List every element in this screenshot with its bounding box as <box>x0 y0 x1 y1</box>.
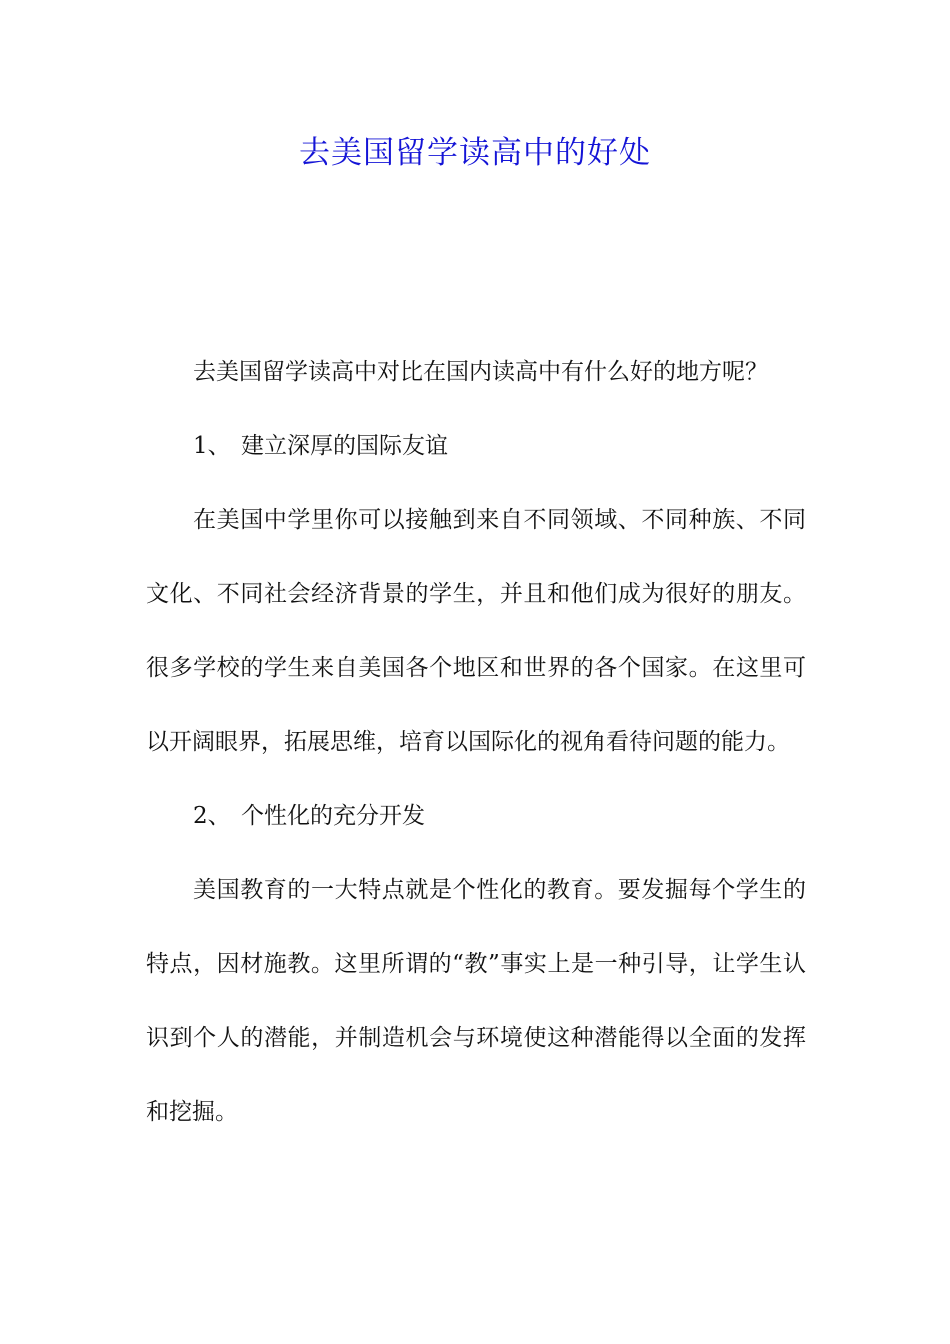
section-paragraph-2: 美国教育的一大特点就是个性化的教育。要发掘每个学生的特点，因材施教。这里所谓的“教”事实上是一种引导，让学生认识到个人的潜能，并制造机会与环境使这种潜能得以全面的发挥和挖掘。 <box>146 877 806 1125</box>
document-body <box>146 335 806 1149</box>
section-number-2: 2、 <box>193 803 231 829</box>
section-heading-text-1: 建立深厚的国际友谊 <box>241 433 448 459</box>
section-heading-2 <box>146 779 806 853</box>
section-number-1: 1、 <box>193 433 231 459</box>
section-heading-1 <box>146 409 806 483</box>
page-title: 去美国留学读高中的好处 <box>299 135 651 171</box>
section-heading-text-2: 个性化的充分开发 <box>241 803 425 829</box>
intro-paragraph: 去美国留学读高中对比在国内读高中有什么好的地方呢？ <box>193 359 768 385</box>
section-paragraph-1: 在美国中学里你可以接触到来自不同领域、不同种族、不同文化、不同社会经济背景的学生，并且和他们成为很好的朋友。很多学校的学生来自美国各个地区和世界的各个国家。在这里可以开阔眼界，拓展思维，培育以国际化的视角看待问题的能力。 <box>146 507 806 755</box>
